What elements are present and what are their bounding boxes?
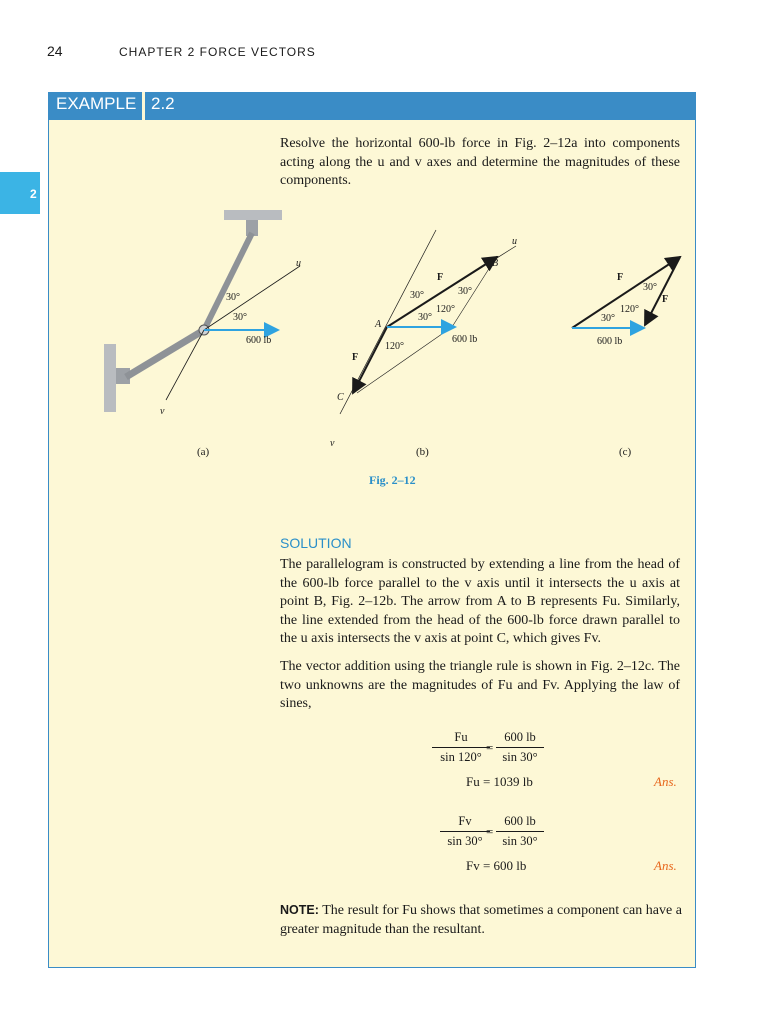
- angle-b5: 120°: [385, 341, 404, 352]
- force-label-c: 600 lb: [597, 336, 623, 347]
- problem-statement: Resolve the horizontal 600-lb force in Fig. 2–12a into components acting along the u and v axes and determine the magnitudes of these components.: [280, 136, 680, 189]
- angle-b3: 120°: [436, 304, 455, 315]
- force-label-a: 600 lb: [246, 335, 272, 346]
- angle-c3: 30°: [601, 313, 615, 324]
- angle-a2: 30°: [233, 312, 247, 323]
- Fu-label-b: F: [437, 272, 444, 283]
- example-number: 2.2: [151, 94, 175, 113]
- eq1-lhs-num: Fu: [432, 730, 490, 748]
- eq1-result: Fu = 1039 lb: [466, 774, 533, 789]
- eq2-lhs-num: Fv: [440, 814, 490, 832]
- answer-2: Ans.: [654, 858, 677, 873]
- point-B: B: [492, 258, 499, 269]
- page-number: 24: [47, 43, 63, 59]
- Fu-arrow-c: [572, 257, 680, 328]
- chapter-title: CHAPTER 2 FORCE VECTORS: [119, 45, 316, 59]
- eq1-lhs: [432, 730, 490, 765]
- caption-a: (a): [197, 446, 210, 458]
- point-A: A: [375, 319, 382, 330]
- caption-b: (b): [416, 446, 429, 458]
- note-text: The result for Fu shows that sometimes a component can have a greater magnitude than the resultant.: [280, 903, 683, 937]
- eq2-equals: =: [486, 824, 494, 839]
- caption-c: (c): [619, 446, 632, 458]
- solution-paragraph-1: The parallelogram is constructed by extending a line from the head of the 600-lb force parallel to the v axis until it intersects the u axis at point B, Fig. 2–12b. The arrow from A to B represents Fu. Similarly, the line extended from the head of the 600-lb force drawn parallel to the u axis intersects the v axis at point C, which gives Fv.: [280, 557, 680, 647]
- angle-b4: 30°: [418, 312, 432, 323]
- point-C: C: [337, 392, 344, 403]
- wall-support: [104, 344, 116, 412]
- figure-a: [104, 210, 301, 417]
- angle-c2: 120°: [620, 304, 639, 315]
- chapter-tab-label: 2: [30, 187, 37, 201]
- angle-b2: 30°: [458, 286, 472, 297]
- eq2-lhs-den: sin 30°: [447, 834, 483, 848]
- note: [280, 901, 682, 939]
- figure-c: [572, 257, 680, 347]
- parallel-line-2: [357, 327, 452, 393]
- angle-c1: 30°: [643, 282, 657, 293]
- force-label-b: 600 lb: [452, 334, 478, 345]
- figure-b: [330, 230, 517, 449]
- eq1-rhs-num: 600 lb: [496, 730, 544, 748]
- note-label: NOTE:: [280, 903, 319, 917]
- answer-1: Ans.: [654, 774, 677, 789]
- Fv-label-b: F: [352, 352, 359, 363]
- v-label-b: v: [330, 438, 335, 449]
- u-label-a: u: [296, 258, 301, 269]
- eq1-rhs-den: sin 30°: [502, 750, 538, 764]
- Fv-label-c: F: [662, 294, 669, 305]
- v-label-a: v: [160, 406, 165, 417]
- u-label-b: u: [512, 236, 517, 247]
- figure-caption: Fig. 2–12: [369, 473, 416, 487]
- eq1-equals: =: [486, 740, 494, 755]
- eq2-rhs-den: sin 30°: [502, 834, 538, 848]
- eq2-rhs-num: 600 lb: [496, 814, 544, 832]
- eq2-result: Fv = 600 lb: [466, 858, 527, 873]
- eq1-rhs: [496, 730, 544, 765]
- eq1-lhs-den: sin 120°: [440, 750, 482, 764]
- angle-b1: 30°: [410, 290, 424, 301]
- eq2-lhs: [440, 814, 490, 849]
- ceiling-support: [224, 210, 282, 220]
- solution-paragraph-2: The vector addition using the triangle rule is shown in Fig. 2–12c. The two unknowns are the magnitudes of Fu and Fv. Applying the law of sines,: [280, 659, 680, 712]
- angle-a1: 30°: [226, 292, 240, 303]
- Fu-label-c: F: [617, 272, 624, 283]
- eq2-rhs: [496, 814, 544, 849]
- example-label: EXAMPLE: [56, 94, 137, 113]
- solution-heading: SOLUTION: [280, 535, 352, 551]
- lower-member: [126, 330, 204, 377]
